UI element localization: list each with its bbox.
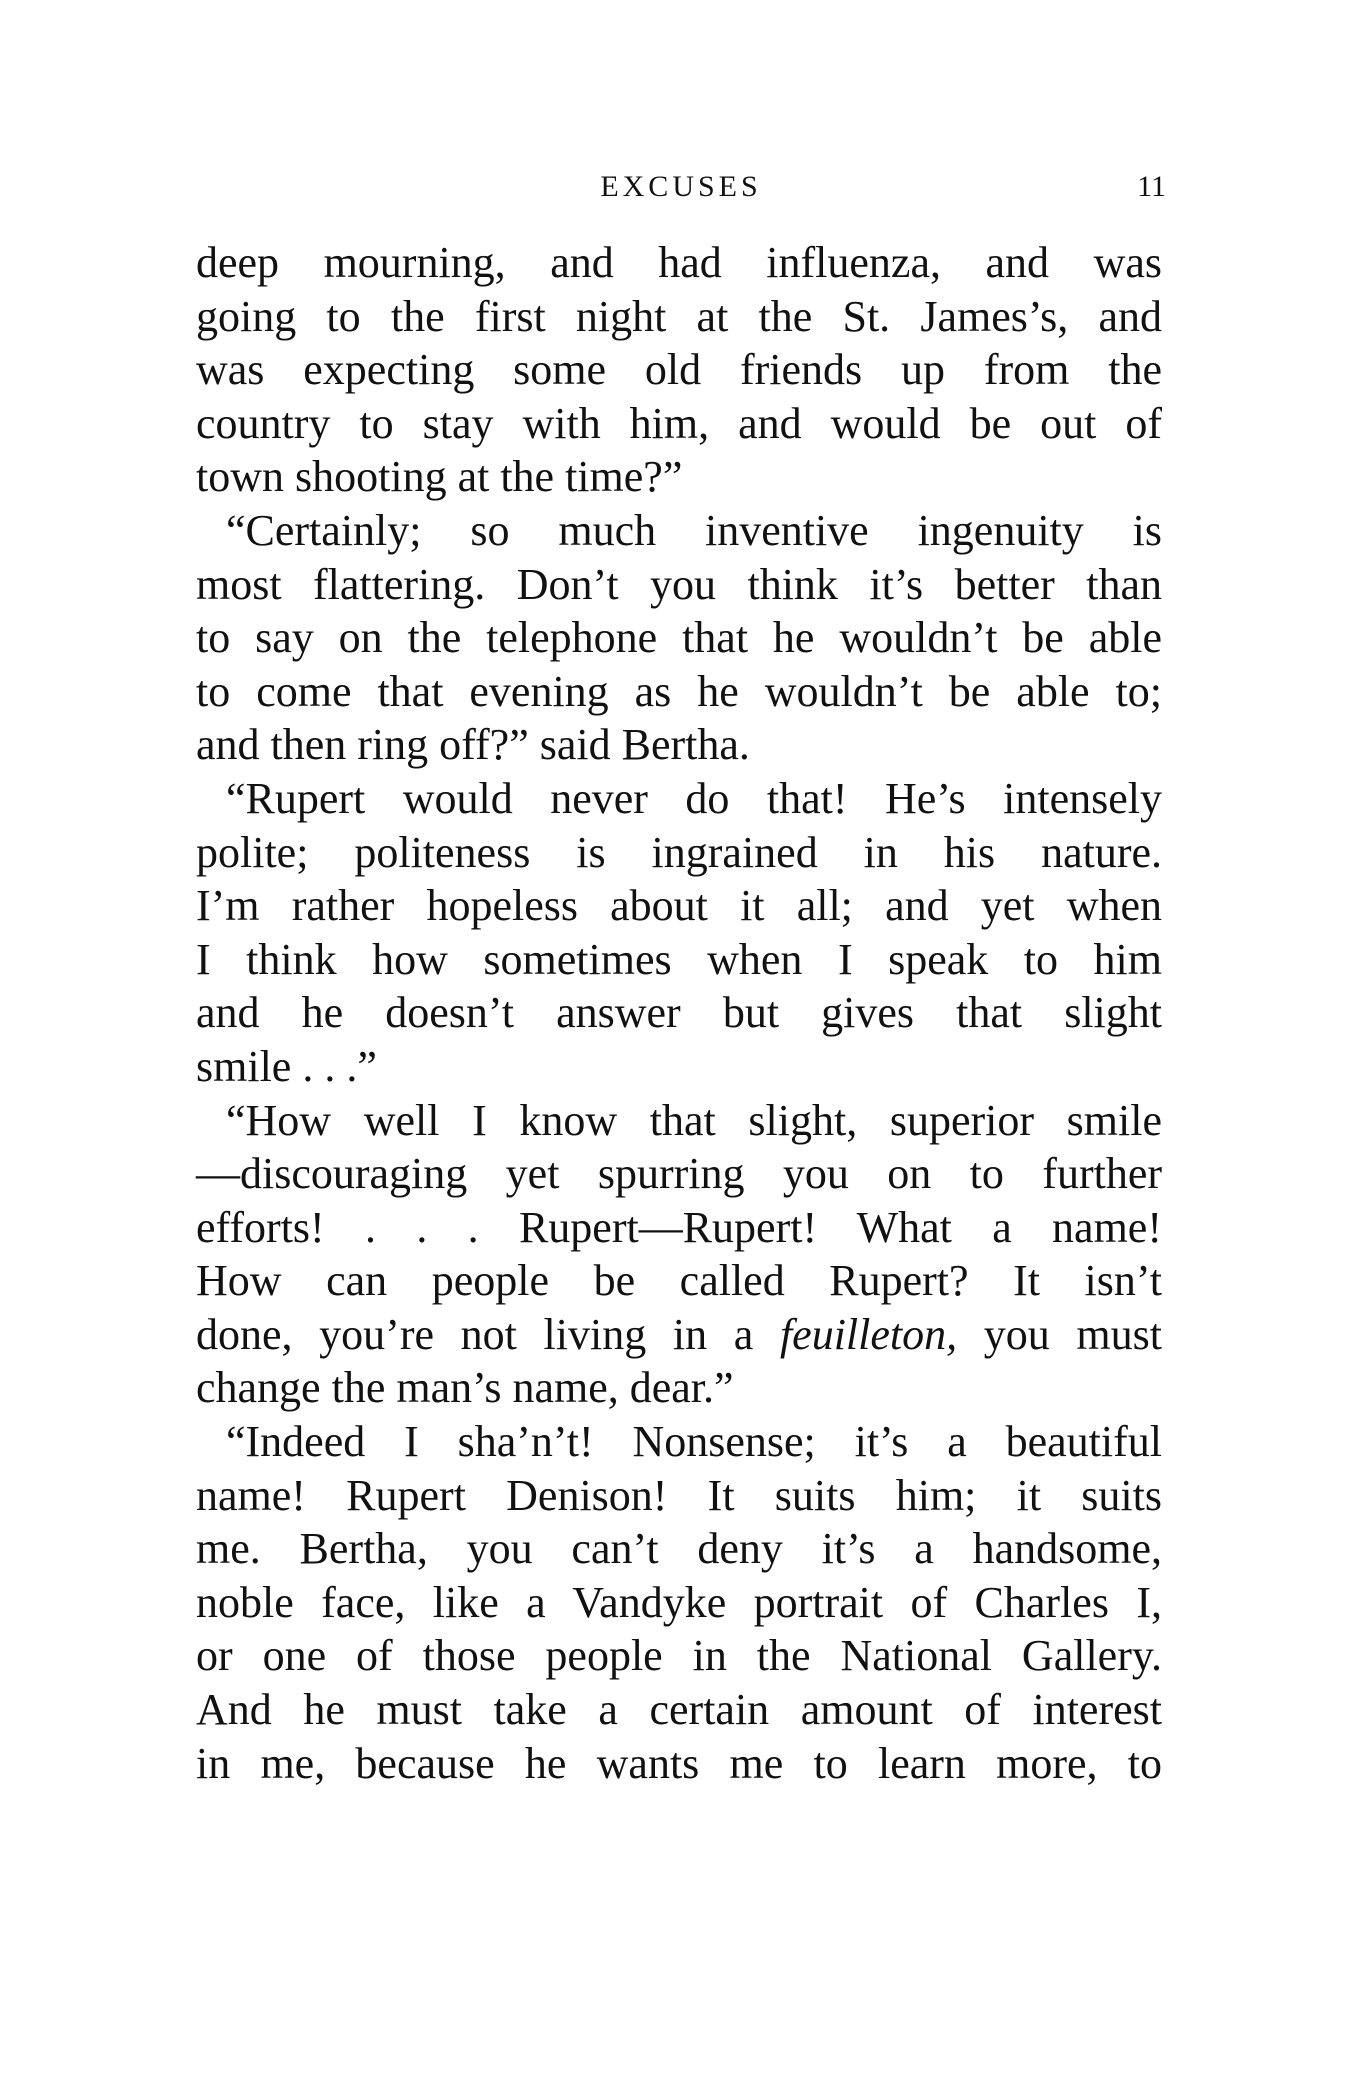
text-line: was expecting some old friends up from the bbox=[196, 345, 1162, 395]
text-line: change the man’s name, dear.” bbox=[196, 1363, 734, 1413]
text-line: deep mourning, and had influenza, and was bbox=[196, 238, 1162, 287]
text-line: “Indeed I sha’n’t! Nonsense; it’s a beautiful bbox=[226, 1417, 1162, 1467]
text-line: or one of those people in the National Gallery. bbox=[196, 1631, 1162, 1681]
text-line: How can people be called Rupert? It isn’t bbox=[196, 1256, 1162, 1306]
italic-word: feuilleton, bbox=[779, 1309, 958, 1359]
text-line: “How well I know that slight, superior smile bbox=[226, 1095, 1162, 1145]
text-line bbox=[196, 1308, 1162, 1362]
text-line: I think how sometimes when I speak to him bbox=[196, 934, 1162, 984]
text-segment: you must bbox=[957, 1309, 1163, 1359]
text-segment: done, you’re not living in a bbox=[196, 1309, 780, 1359]
text-line: me. Bertha, you can’t deny it’s a handsome, bbox=[196, 1524, 1162, 1574]
text-line: noble face, like a Vandyke portrait of Charles I, bbox=[196, 1577, 1162, 1627]
text-line: smile . . .” bbox=[196, 1041, 377, 1091]
text-line: and then ring off?” said Bertha. bbox=[196, 720, 750, 770]
body-text bbox=[196, 236, 1162, 1790]
text-line: “Rupert would never do that! He’s intensely bbox=[226, 773, 1162, 823]
running-head bbox=[196, 170, 1166, 220]
text-line: And he must take a certain amount of interest bbox=[196, 1685, 1162, 1735]
text-line: in me, because he wants me to learn more, to bbox=[196, 1738, 1162, 1788]
text-line: most flattering. Don’t you think it’s better than bbox=[196, 559, 1162, 609]
text-line: “Certainly; so much inventive ingenuity is bbox=[226, 505, 1162, 555]
text-line: going to the first night at the St. James’s, and bbox=[196, 291, 1162, 341]
text-line: to say on the telephone that he wouldn’t be able bbox=[196, 613, 1162, 663]
running-title: EXCUSES bbox=[600, 170, 762, 203]
text-line: —discouraging yet spurring you on to further bbox=[196, 1149, 1162, 1199]
text-line: country to stay with him, and would be out of bbox=[196, 398, 1162, 448]
text-line: efforts! . . . Rupert—Rupert! What a name! bbox=[196, 1202, 1162, 1252]
page-number: 11 bbox=[1137, 170, 1166, 203]
text-line: I’m rather hopeless about it all; and yet when bbox=[196, 881, 1162, 931]
text-line: town shooting at the time?” bbox=[196, 452, 683, 502]
text-line: to come that evening as he wouldn’t be able to; bbox=[196, 666, 1162, 716]
text-line: polite; politeness is ingrained in his nature. bbox=[196, 827, 1162, 877]
text-line: name! Rupert Denison! It suits him; it suits bbox=[196, 1470, 1162, 1520]
text-line: and he doesn’t answer but gives that slight bbox=[196, 988, 1162, 1038]
